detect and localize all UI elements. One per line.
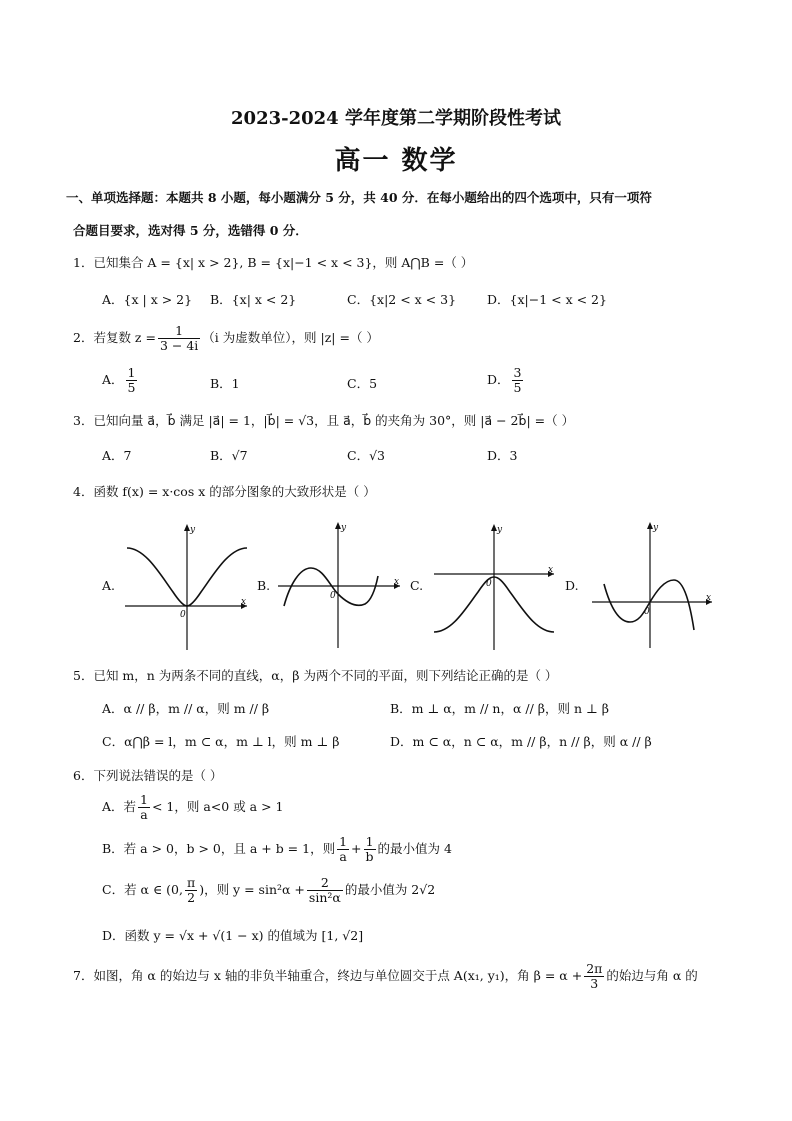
fraction-denominator: a [140,806,148,822]
plus-sign: + [351,840,362,856]
exam-title: 2023-2024 学年度第二学期阶段性考试 [231,108,561,129]
question-5-stem: 5．已知 m，n 为两条不同的直线，α，β 为两个不同的平面，则下列结论正确的是（ ） [73,668,558,683]
curve [604,580,694,630]
section-1-instructions-line1: 一、单项选择题：本题共 8 小题，每小题满分 5 分，共 40 分．在每小题给出的四个选项中，只有一项符 [66,190,652,205]
question-6-option-a [102,793,284,822]
x-axis-label: x [706,593,712,603]
question-2-stem-prefix: 2．若复数 z = [73,329,156,345]
question-1-option-a: A．{x | x > 2} [102,292,193,307]
y-axis-label: y [653,523,659,533]
question-1-stem: 1．已知集合 A = {x| x > 2}, B = {x|−1 < x < 3}，则 A⋂B =（ ） [73,255,474,270]
option-prefix: C．若 α ∈ (0, [102,881,183,897]
option-prefix: B．若 a > 0，b > 0，且 a + b = 1，则 [102,840,336,856]
option-fraction-sin [307,876,343,905]
question-2-fraction [158,324,200,353]
fraction-denominator: b [365,848,374,864]
question-7-stem-prefix: 7．如图，角 α 的始边与 x 轴的非负半轴重合，终边与单位圆交于点 A(x₁, y₁)，角 β = α + [73,967,583,983]
option-fraction [512,366,524,395]
question-2-option-a [102,366,139,395]
option-fraction-2 [364,835,376,864]
graph-c [432,522,562,652]
question-2-option-b: B．1 [210,376,240,391]
question-3-stem: 3．已知向量 a⃗，b⃗ 满足 |a⃗| = 1，|b⃗| = √3，且 a⃗，b⃗ 的夹角为 30°，则 |a⃗ − 2b⃗| =（ ） [73,413,575,428]
question-2-fraction-denominator: 3 − 4i [159,337,199,353]
question-7-fraction [584,962,604,991]
question-6-stem: 6．下列说法错误的是（ ） [73,768,223,783]
graph-b [278,520,408,650]
option-fraction-1 [337,835,349,864]
origin-label: 0 [180,610,186,620]
option-label: D． [487,371,510,387]
fraction-denominator: 5 [127,379,136,395]
question-4-option-b-label: B. [257,578,271,593]
exam-subtitle: 高一 数学 [334,146,458,176]
fraction-numerator: 2π [586,961,603,976]
question-4-option-c-label: C. [410,578,424,593]
question-7-stem [73,962,698,991]
y-axis-label: y [497,525,503,535]
question-3-option-c: C．√3 [347,448,385,463]
option-suffix: 的最小值为 4 [377,840,452,856]
origin-label: 0 [330,591,336,601]
option-prefix: A．若 [102,798,137,814]
option-fraction [138,793,150,822]
question-4-option-a-label: A. [102,578,116,593]
question-2-stem [73,324,379,353]
question-1-option-d: D．{x|−1 < x < 2} [487,292,607,307]
fraction-numerator: π [186,875,196,890]
question-6-option-d: D．函数 y = √x + √(1 − x) 的值域为 [1, √2] [102,928,364,943]
question-7-stem-suffix: 的始边与角 α 的 [606,967,698,983]
fraction-numerator: 1 [364,835,376,850]
question-2-fraction-numerator: 1 [158,324,200,339]
question-6-option-c [102,876,435,905]
section-1-instructions-line2: 合题目要求，选对得 5 分，选错得 0 分． [73,223,308,238]
option-fraction [126,366,138,395]
graph-a [125,522,255,652]
question-2-option-c: C．5 [347,376,378,391]
option-middle: )，则 y = sin²α + [199,881,305,897]
question-3-option-b: B．√7 [210,448,248,463]
fraction-denominator: sin²α [308,889,341,905]
y-axis-label: y [341,523,347,533]
fraction-denominator: 2 [187,889,196,905]
question-1-option-b: B．{x| x < 2} [210,292,297,307]
option-suffix: < 1，则 a<0 或 a > 1 [151,798,284,814]
question-1-option-c: C．{x|2 < x < 3} [347,292,457,307]
option-suffix: 的最小值为 2√2 [344,881,436,897]
origin-label: 0 [486,579,492,589]
fraction-numerator: 1 [127,365,136,380]
x-axis-label: x [241,597,247,607]
question-3-option-a: A．7 [102,448,132,463]
option-fraction-pi [185,876,197,905]
question-4-stem: 4．函数 f(x) = x·cos x 的部分图象的大致形状是（ ） [73,484,376,499]
question-5-option-a: A．α // β，m // α，则 m // β [102,701,270,716]
fraction-denominator: 3 [590,975,599,991]
fraction-numerator: 1 [339,834,348,849]
fraction-denominator: a [339,848,347,864]
x-axis-label: x [394,577,400,587]
question-5-option-d: D．m ⊂ α，n ⊂ α，m // β，n // β，则 α // β [390,734,652,749]
x-axis-label: x [548,565,554,575]
fraction-denominator: 5 [513,379,522,395]
fraction-numerator: 3 [513,365,522,380]
question-2-option-d [487,366,525,395]
option-label: A． [102,371,124,387]
graph-d [590,520,720,650]
question-2-stem-suffix: （i 为虚数单位），则 |z| =（ ） [202,329,379,345]
y-axis-label: y [190,525,196,535]
origin-label: 0 [644,607,650,617]
question-4-option-d-label: D. [565,578,579,593]
question-5-option-b: B．m ⊥ α，m // n，α // β，则 n ⊥ β [390,701,609,716]
fraction-numerator: 1 [140,792,148,807]
question-3-option-d: D．3 [487,448,518,463]
question-6-option-b [102,835,452,864]
fraction-numerator: 2 [307,876,343,891]
question-5-option-c: C．α⋂β = l，m ⊂ α，m ⊥ l，则 m ⊥ β [102,734,340,749]
